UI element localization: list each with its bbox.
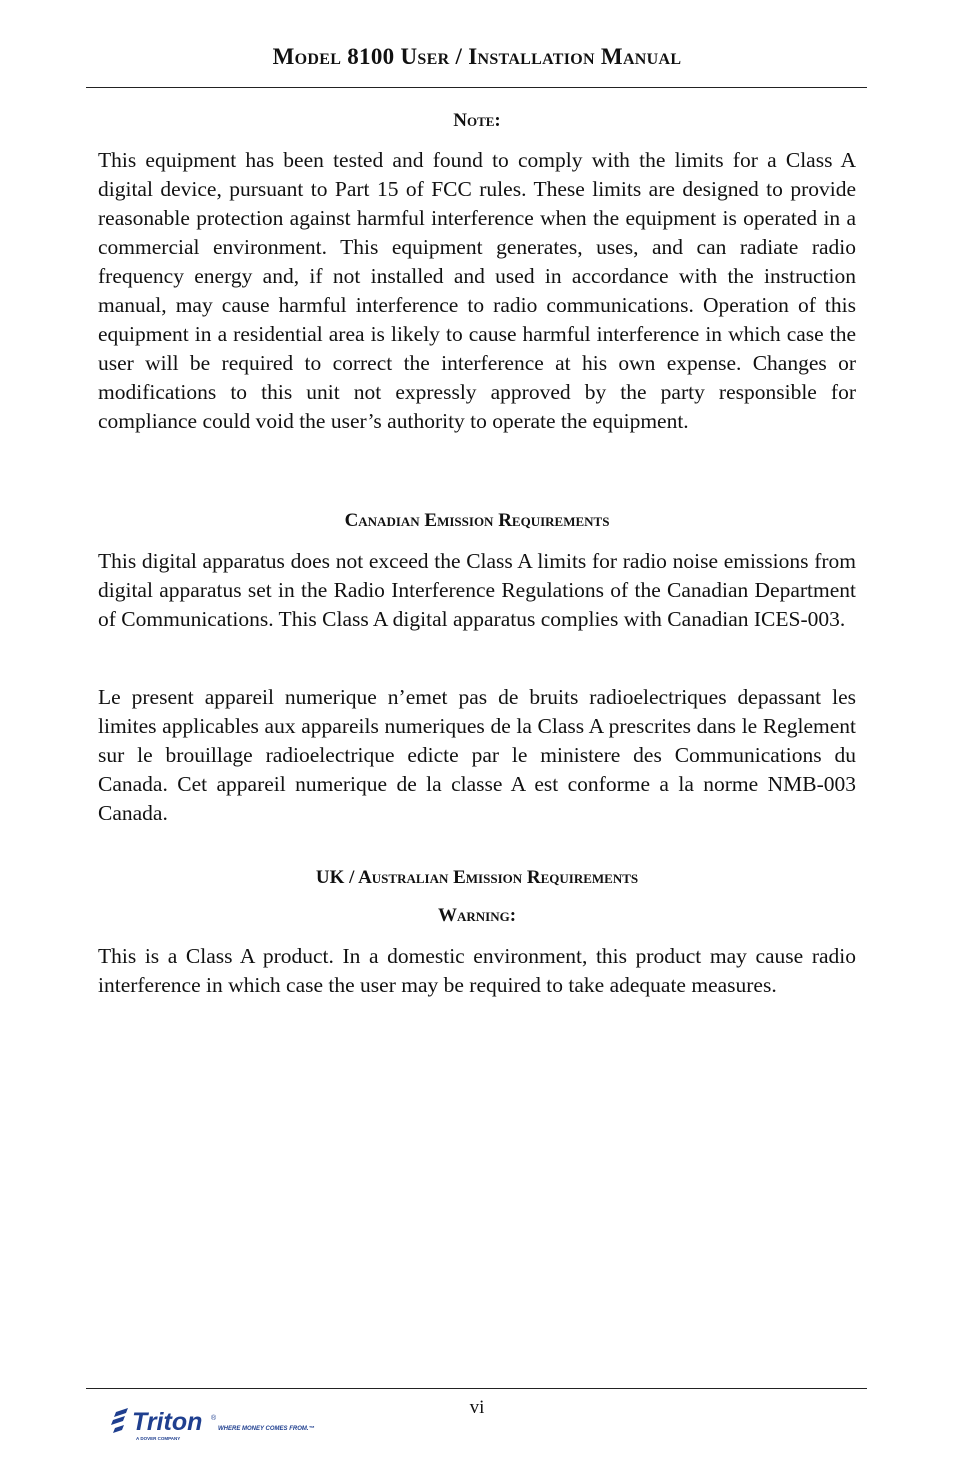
- running-header-title: Model 8100 User / Installation Manual: [272, 44, 682, 69]
- page-number: vi: [469, 1397, 485, 1418]
- canadian-english-paragraph: This digital apparatus does not exceed the Class A limits for radio noise emissions from digital apparatus set in the Radio Interference Regulations of the Canadian Department of Communications. This Class A digital apparatus complies with Canadian ICES-003.: [98, 549, 856, 631]
- header-rule: [86, 87, 867, 88]
- footer-rule: [86, 1388, 867, 1389]
- triton-logo-graphic: [110, 1400, 330, 1448]
- canadian-french-paragraph: Le present appareil numerique n’emet pas de bruits radioelectriques depassant les limites applicables aux appareils numeriques de la Class A prescrites dans le Reglement sur le brouillage radioelectrique edicte par le ministere des Communications du Canada. Cet appareil numerique de la classe A est conforme a la norme NMB-003 Canada.: [98, 685, 856, 825]
- logo-registered-mark: ®: [211, 1415, 217, 1422]
- triton-swoosh-icon: [111, 1408, 128, 1433]
- uk-australian-warning-paragraph: This is a Class A product. In a domestic environment, this product may cause radio interference in which case the user may be required to take adequate measures.: [98, 944, 856, 997]
- note-heading: Note:: [453, 110, 501, 131]
- logo-wordmark: Triton: [132, 1408, 203, 1436]
- canadian-emission-heading: Canadian Emission Requirements: [344, 510, 610, 531]
- fcc-note-paragraph: This equipment has been tested and found to comply with the limits for a Class A digital device, pursuant to Part 15 of FCC rules. These limits are designed to provide reasonable protection against harmful interference when the equipment is operated in a commercial environment. This equipment generates, uses, and can radiate radio frequency energy and, if not installed and used in accordance with the instruction manual, may cause harmful interference to radio communications. Operation of this equipment in a residential area is likely to cause harmful interference in which case the user will be required to correct the interference at his own expense. Changes or modifications to this unit not expressly approved by the party responsible for compliance could void the user’s authority to operate the equipment.: [98, 148, 856, 433]
- uk-australian-emission-heading: UK / Australian Emission Requirements: [315, 867, 639, 888]
- logo-tagline: WHERE MONEY COMES FROM.™: [218, 1426, 315, 1432]
- logo-subline: A DOVER COMPANY: [136, 1436, 181, 1441]
- warning-heading: Warning:: [437, 905, 517, 926]
- triton-logo: [110, 1400, 330, 1448]
